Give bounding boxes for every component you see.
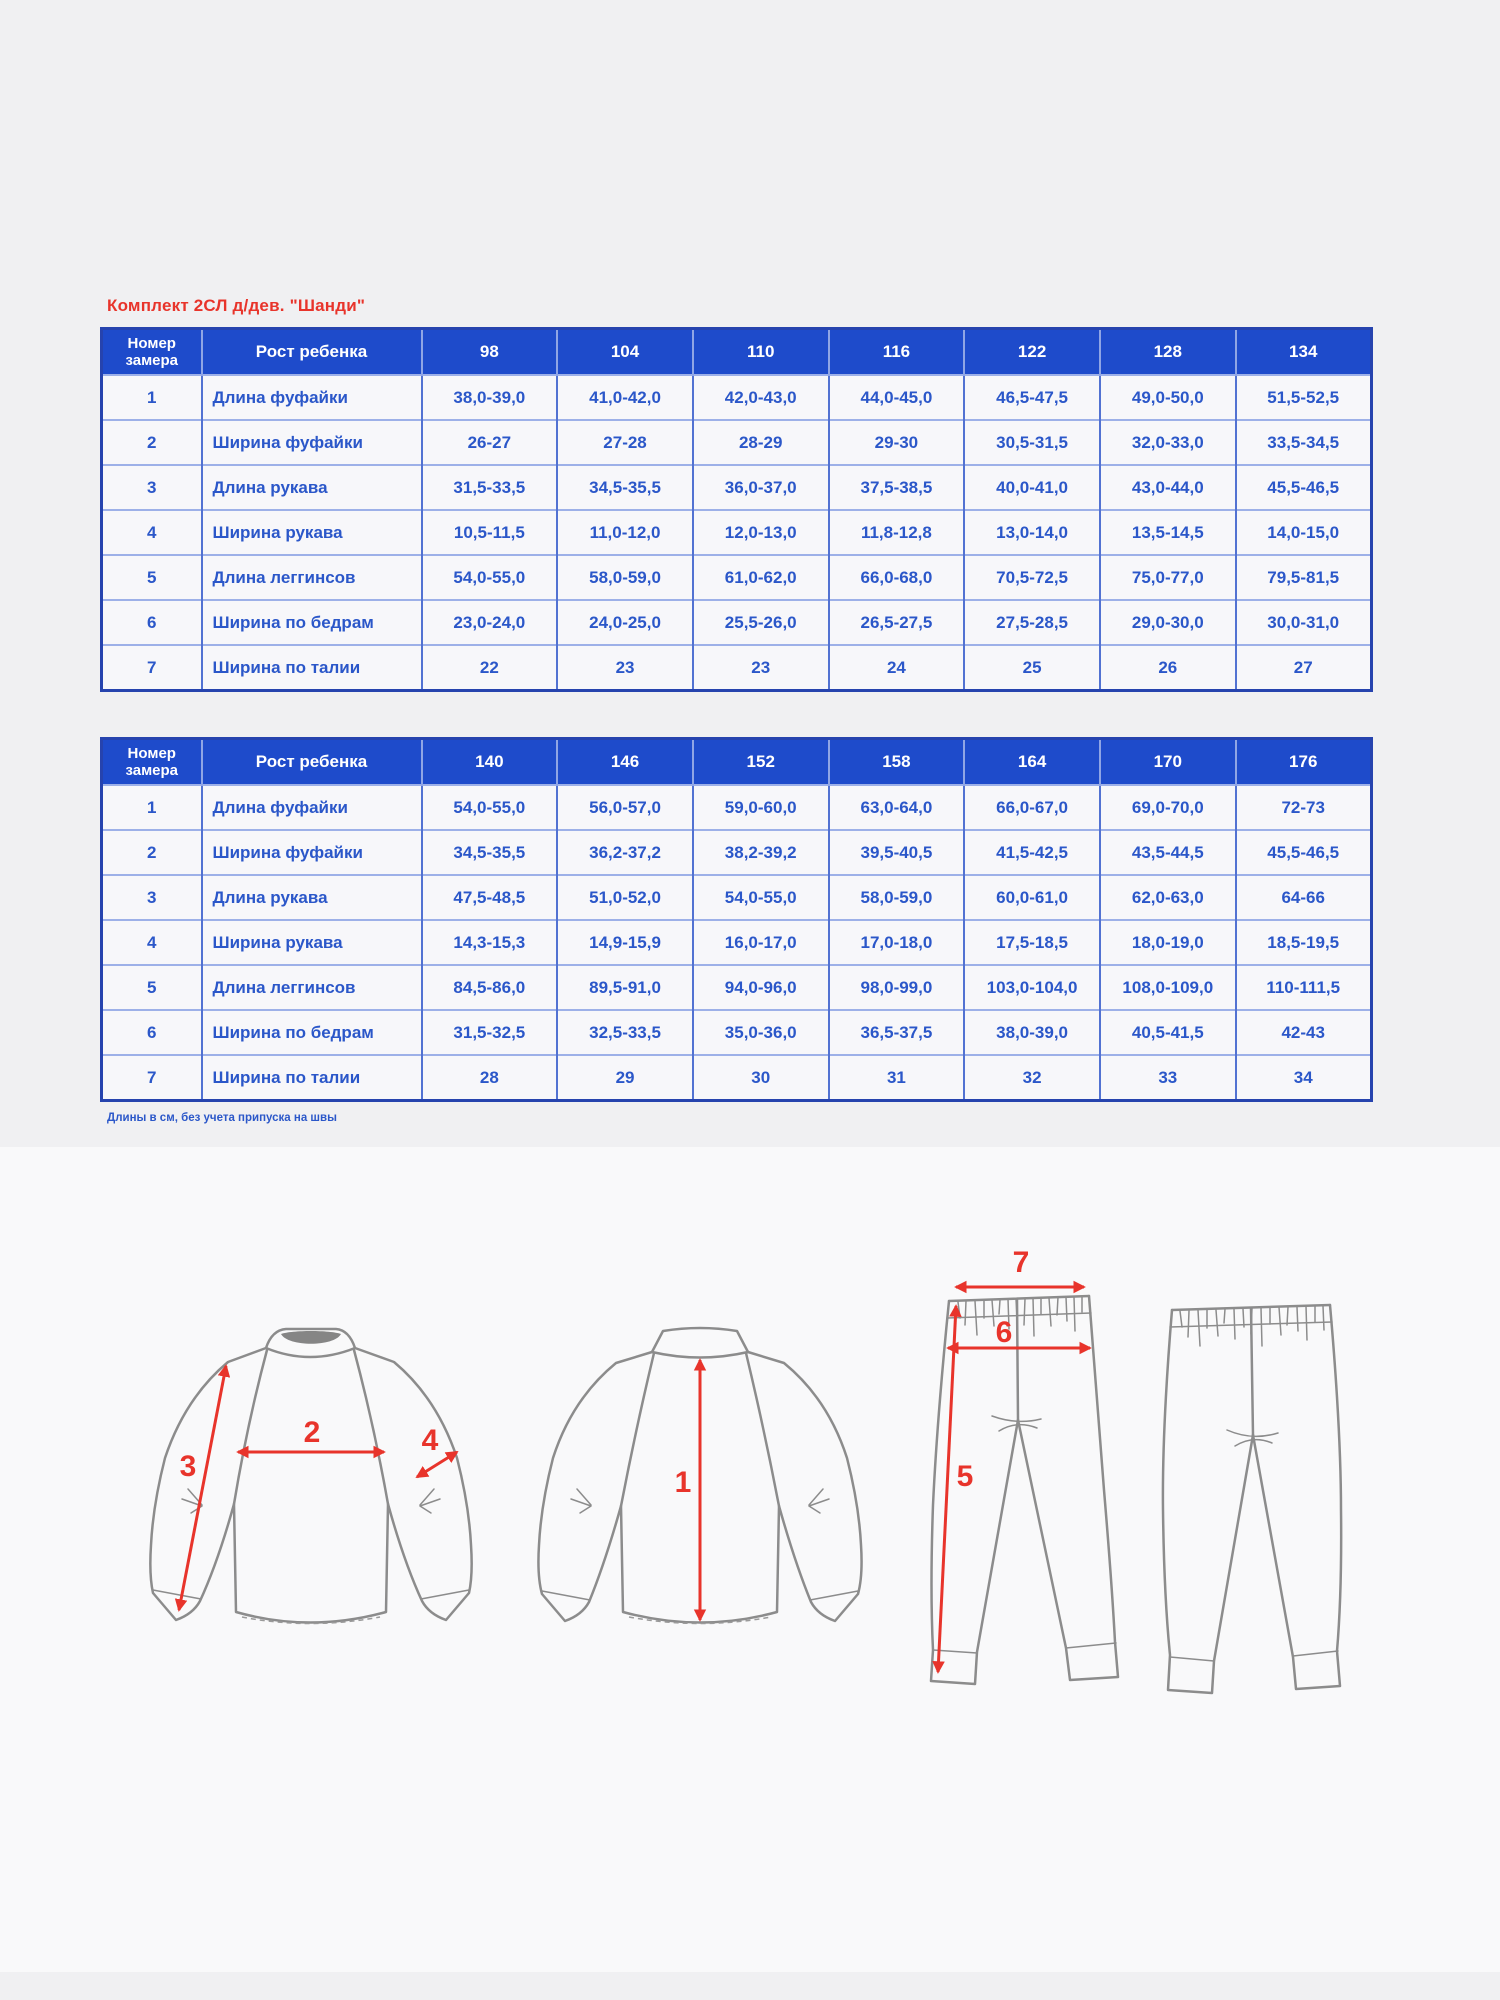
value-cell: 84,5-86,0 (422, 965, 558, 1010)
value-cell: 36,2-37,2 (557, 830, 693, 875)
row-label-cell: Ширина рукава (202, 510, 422, 555)
measure-label-2: 2 (303, 1416, 321, 1449)
value-cell: 31,5-33,5 (422, 465, 558, 510)
value-cell: 18,5-19,5 (1236, 920, 1372, 965)
measurement-row (102, 600, 1372, 645)
row-label-cell: Ширина рукава (202, 920, 422, 965)
sweater-front-drawing (150, 1329, 471, 1624)
measurement-row (102, 555, 1372, 600)
size-header-cell: 116 (829, 329, 965, 376)
value-cell: 54,0-55,0 (422, 555, 558, 600)
value-cell: 47,5-48,5 (422, 875, 558, 920)
value-cell: 40,0-41,0 (964, 465, 1100, 510)
value-cell: 63,0-64,0 (829, 785, 965, 830)
size-table-140-176 (100, 737, 1373, 1102)
value-cell: 79,5-81,5 (1236, 555, 1372, 600)
size-header-cell: 104 (557, 329, 693, 376)
row-number-cell: 1 (102, 785, 202, 830)
row-label-cell: Длина фуфайки (202, 375, 422, 420)
measure-label-7: 7 (1012, 1246, 1030, 1279)
value-cell: 69,0-70,0 (1100, 785, 1236, 830)
measure-label-6: 6 (995, 1316, 1013, 1349)
measurement-row (102, 920, 1372, 965)
leggings-back-drawing (1163, 1305, 1341, 1693)
value-cell: 18,0-19,0 (1100, 920, 1236, 965)
row-header-cell: Рост ребенка (202, 329, 422, 376)
value-cell: 24 (829, 645, 965, 691)
size-header-cell: 140 (422, 739, 558, 786)
value-cell: 38,2-39,2 (693, 830, 829, 875)
row-number-cell: 3 (102, 875, 202, 920)
value-cell: 11,8-12,8 (829, 510, 965, 555)
header-row (102, 329, 1372, 376)
value-cell: 25,5-26,0 (693, 600, 829, 645)
measurement-row (102, 875, 1372, 920)
value-cell: 32,5-33,5 (557, 1010, 693, 1055)
row-number-cell: 4 (102, 510, 202, 555)
size-header-cell: 158 (829, 739, 965, 786)
value-cell: 34 (1236, 1055, 1372, 1101)
value-cell: 38,0-39,0 (964, 1010, 1100, 1055)
measurement-row (102, 785, 1372, 830)
value-cell: 70,5-72,5 (964, 555, 1100, 600)
row-number-cell: 3 (102, 465, 202, 510)
value-cell: 56,0-57,0 (557, 785, 693, 830)
value-cell: 43,0-44,0 (1100, 465, 1236, 510)
measurement-row (102, 510, 1372, 555)
value-cell: 66,0-68,0 (829, 555, 965, 600)
footnote: Длины в см, без учета припуска на швы (107, 1112, 337, 1124)
measurement-row (102, 830, 1372, 875)
value-cell: 103,0-104,0 (964, 965, 1100, 1010)
measurement-row (102, 965, 1372, 1010)
value-cell: 60,0-61,0 (964, 875, 1100, 920)
corner-header-cell: Номер замера (102, 739, 202, 786)
value-cell: 34,5-35,5 (422, 830, 558, 875)
value-cell: 10,5-11,5 (422, 510, 558, 555)
value-cell: 27 (1236, 645, 1372, 691)
measurement-row (102, 1010, 1372, 1055)
value-cell: 42-43 (1236, 1010, 1372, 1055)
value-cell: 94,0-96,0 (693, 965, 829, 1010)
value-cell: 26 (1100, 645, 1236, 691)
value-cell: 23,0-24,0 (422, 600, 558, 645)
value-cell: 61,0-62,0 (693, 555, 829, 600)
value-cell: 54,0-55,0 (693, 875, 829, 920)
measurement-row (102, 645, 1372, 691)
value-cell: 46,5-47,5 (964, 375, 1100, 420)
value-cell: 35,0-36,0 (693, 1010, 829, 1055)
value-cell: 45,5-46,5 (1236, 465, 1372, 510)
measure-label-3: 3 (179, 1450, 197, 1483)
value-cell: 62,0-63,0 (1100, 875, 1236, 920)
value-cell: 14,3-15,3 (422, 920, 558, 965)
value-cell: 28-29 (693, 420, 829, 465)
value-cell: 43,5-44,5 (1100, 830, 1236, 875)
row-label-cell: Длина фуфайки (202, 785, 422, 830)
row-number-cell: 4 (102, 920, 202, 965)
size-header-cell: 98 (422, 329, 558, 376)
row-label-cell: Длина леггинсов (202, 555, 422, 600)
measurement-row (102, 375, 1372, 420)
row-header-cell: Рост ребенка (202, 739, 422, 786)
value-cell: 33,5-34,5 (1236, 420, 1372, 465)
measure-label-5: 5 (956, 1460, 974, 1493)
value-cell: 16,0-17,0 (693, 920, 829, 965)
size-header-cell: 176 (1236, 739, 1372, 786)
row-number-cell: 6 (102, 600, 202, 645)
sweater-back-drawing (538, 1328, 861, 1624)
value-cell: 23 (557, 645, 693, 691)
value-cell: 23 (693, 645, 829, 691)
value-cell: 44,0-45,0 (829, 375, 965, 420)
value-cell: 28 (422, 1055, 558, 1101)
value-cell: 37,5-38,5 (829, 465, 965, 510)
value-cell: 45,5-46,5 (1236, 830, 1372, 875)
size-header-cell: 134 (1236, 329, 1372, 376)
row-label-cell: Ширина фуфайки (202, 420, 422, 465)
value-cell: 58,0-59,0 (829, 875, 965, 920)
row-number-cell: 7 (102, 1055, 202, 1101)
measure-label-1: 1 (674, 1466, 692, 1499)
size-header-cell: 146 (557, 739, 693, 786)
value-cell: 49,0-50,0 (1100, 375, 1236, 420)
row-number-cell: 1 (102, 375, 202, 420)
row-number-cell: 2 (102, 420, 202, 465)
value-cell: 32 (964, 1055, 1100, 1101)
value-cell: 72-73 (1236, 785, 1372, 830)
row-label-cell: Длина леггинсов (202, 965, 422, 1010)
row-label-cell: Ширина по талии (202, 1055, 422, 1101)
row-label-cell: Длина рукава (202, 875, 422, 920)
row-label-cell: Ширина по бедрам (202, 1010, 422, 1055)
size-header-cell: 164 (964, 739, 1100, 786)
header-row (102, 739, 1372, 786)
value-cell: 51,0-52,0 (557, 875, 693, 920)
row-label-cell: Длина рукава (202, 465, 422, 510)
measurement-row (102, 420, 1372, 465)
row-label-cell: Ширина по талии (202, 645, 422, 691)
size-header-cell: 122 (964, 329, 1100, 376)
leggings-front-drawing (931, 1246, 1118, 1684)
row-number-cell: 6 (102, 1010, 202, 1055)
value-cell: 34,5-35,5 (557, 465, 693, 510)
row-label-cell: Ширина фуфайки (202, 830, 422, 875)
value-cell: 30,0-31,0 (1236, 600, 1372, 645)
value-cell: 36,0-37,0 (693, 465, 829, 510)
value-cell: 36,5-37,5 (829, 1010, 965, 1055)
value-cell: 29-30 (829, 420, 965, 465)
size-header-cell: 110 (693, 329, 829, 376)
value-cell: 110-111,5 (1236, 965, 1372, 1010)
value-cell: 39,5-40,5 (829, 830, 965, 875)
garment-diagram (0, 1147, 1500, 1972)
value-cell: 89,5-91,0 (557, 965, 693, 1010)
value-cell: 30 (693, 1055, 829, 1101)
value-cell: 40,5-41,5 (1100, 1010, 1236, 1055)
value-cell: 30,5-31,5 (964, 420, 1100, 465)
row-number-cell: 5 (102, 965, 202, 1010)
value-cell: 29 (557, 1055, 693, 1101)
value-cell: 12,0-13,0 (693, 510, 829, 555)
value-cell: 38,0-39,0 (422, 375, 558, 420)
value-cell: 51,5-52,5 (1236, 375, 1372, 420)
value-cell: 31,5-32,5 (422, 1010, 558, 1055)
measure-arrow-5 (938, 1306, 956, 1672)
size-header-cell: 128 (1100, 329, 1236, 376)
value-cell: 27-28 (557, 420, 693, 465)
value-cell: 64-66 (1236, 875, 1372, 920)
value-cell: 14,0-15,0 (1236, 510, 1372, 555)
corner-header-cell: Номер замера (102, 329, 202, 376)
value-cell: 32,0-33,0 (1100, 420, 1236, 465)
neck-opening (281, 1331, 341, 1344)
row-number-cell: 5 (102, 555, 202, 600)
value-cell: 11,0-12,0 (557, 510, 693, 555)
value-cell: 33 (1100, 1055, 1236, 1101)
value-cell: 75,0-77,0 (1100, 555, 1236, 600)
value-cell: 108,0-109,0 (1100, 965, 1236, 1010)
value-cell: 27,5-28,5 (964, 600, 1100, 645)
value-cell: 13,0-14,0 (964, 510, 1100, 555)
value-cell: 66,0-67,0 (964, 785, 1100, 830)
value-cell: 98,0-99,0 (829, 965, 965, 1010)
value-cell: 31 (829, 1055, 965, 1101)
value-cell: 26,5-27,5 (829, 600, 965, 645)
value-cell: 24,0-25,0 (557, 600, 693, 645)
value-cell: 26-27 (422, 420, 558, 465)
value-cell: 22 (422, 645, 558, 691)
size-table-98-134 (100, 327, 1373, 692)
page-title: Комплект 2СЛ д/дев. "Шанди" (107, 296, 366, 315)
size-header-cell: 152 (693, 739, 829, 786)
row-label-cell: Ширина по бедрам (202, 600, 422, 645)
value-cell: 17,0-18,0 (829, 920, 965, 965)
measurement-row (102, 465, 1372, 510)
value-cell: 58,0-59,0 (557, 555, 693, 600)
value-cell: 29,0-30,0 (1100, 600, 1236, 645)
measurement-row (102, 1055, 1372, 1101)
value-cell: 14,9-15,9 (557, 920, 693, 965)
size-header-cell: 170 (1100, 739, 1236, 786)
value-cell: 41,5-42,5 (964, 830, 1100, 875)
value-cell: 54,0-55,0 (422, 785, 558, 830)
value-cell: 59,0-60,0 (693, 785, 829, 830)
measure-label-4: 4 (421, 1424, 439, 1457)
value-cell: 17,5-18,5 (964, 920, 1100, 965)
row-number-cell: 7 (102, 645, 202, 691)
value-cell: 41,0-42,0 (557, 375, 693, 420)
value-cell: 25 (964, 645, 1100, 691)
value-cell: 13,5-14,5 (1100, 510, 1236, 555)
row-number-cell: 2 (102, 830, 202, 875)
value-cell: 42,0-43,0 (693, 375, 829, 420)
measure-arrow-3 (179, 1366, 226, 1610)
